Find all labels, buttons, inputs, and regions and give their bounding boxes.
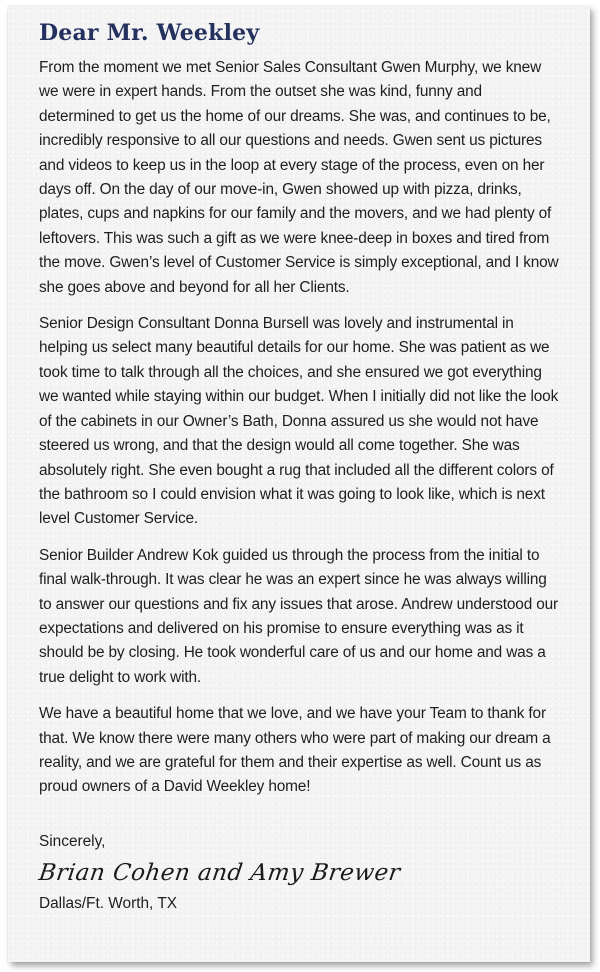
letter-paragraph-1: From the moment we met Senior Sales Consultant Gwen Murphy, we knew we were in expert hands. From the outset she was kind, funny and determined to get us the home of our dreams. She was, and continues to be, incredibly responsive to all our questions and needs. Gwen sent us pictures and videos to keep us in the loop at every stage of the process, even on her days off. On the day of our move-in, Gwen showed up with pizza, drinks, plates, cups and napkins for our family and the movers, and we had plenty of leftovers. This was such a gift as we were knee-deep in boxes and tired from the move. Gwen’s level of Customer Service is simply exceptional, and I know she goes above and beyond for all her Clients. bbox=[39, 59, 559, 296]
letter-closing: Sincerely, bbox=[39, 832, 106, 850]
letter-card bbox=[8, 6, 590, 962]
letter-paragraph-3: Senior Builder Andrew Kok guided us through the process from the initial to final walk-through. It was clear he was an expert since he was always willing to answer our questions and fix any issues that arose. Andrew understood our expectations and delivered on his promise to ensure everything was as it should be by closing. He took wonderful care of us and our home and was a true delight to work with. bbox=[39, 546, 559, 686]
letter-salutation: Dear Mr. Weekley bbox=[39, 20, 260, 46]
letter-paragraph-2: Senior Design Consultant Donna Bursell was lovely and instrumental in helping us select many beautiful details for our home. She was patient as we took time to talk through all the choices, and she ensured we got everything we wanted while staying within our budget. When I initially did not like the look of the cabinets in our Owner’s Bath, Donna assured us she would not have steered us wrong, and that the design would all come together. She was absolutely right. She even bought a rug that included all the different colors of the bathroom so I could envision what it was going to look like, which is next level Customer Service. bbox=[39, 315, 559, 528]
handwritten-signature: Brian Cohen and Amy Brewer bbox=[37, 859, 402, 886]
letter-location: Dallas/Ft. Worth, TX bbox=[39, 894, 177, 912]
letter-paragraph-4: We have a beautiful home that we love, and we have your Team to thank for that. We know there were many others who were part of making our dream a reality, and we are grateful for them and their expertise as well. Count us as proud owners of a David Weekley home! bbox=[39, 705, 551, 796]
